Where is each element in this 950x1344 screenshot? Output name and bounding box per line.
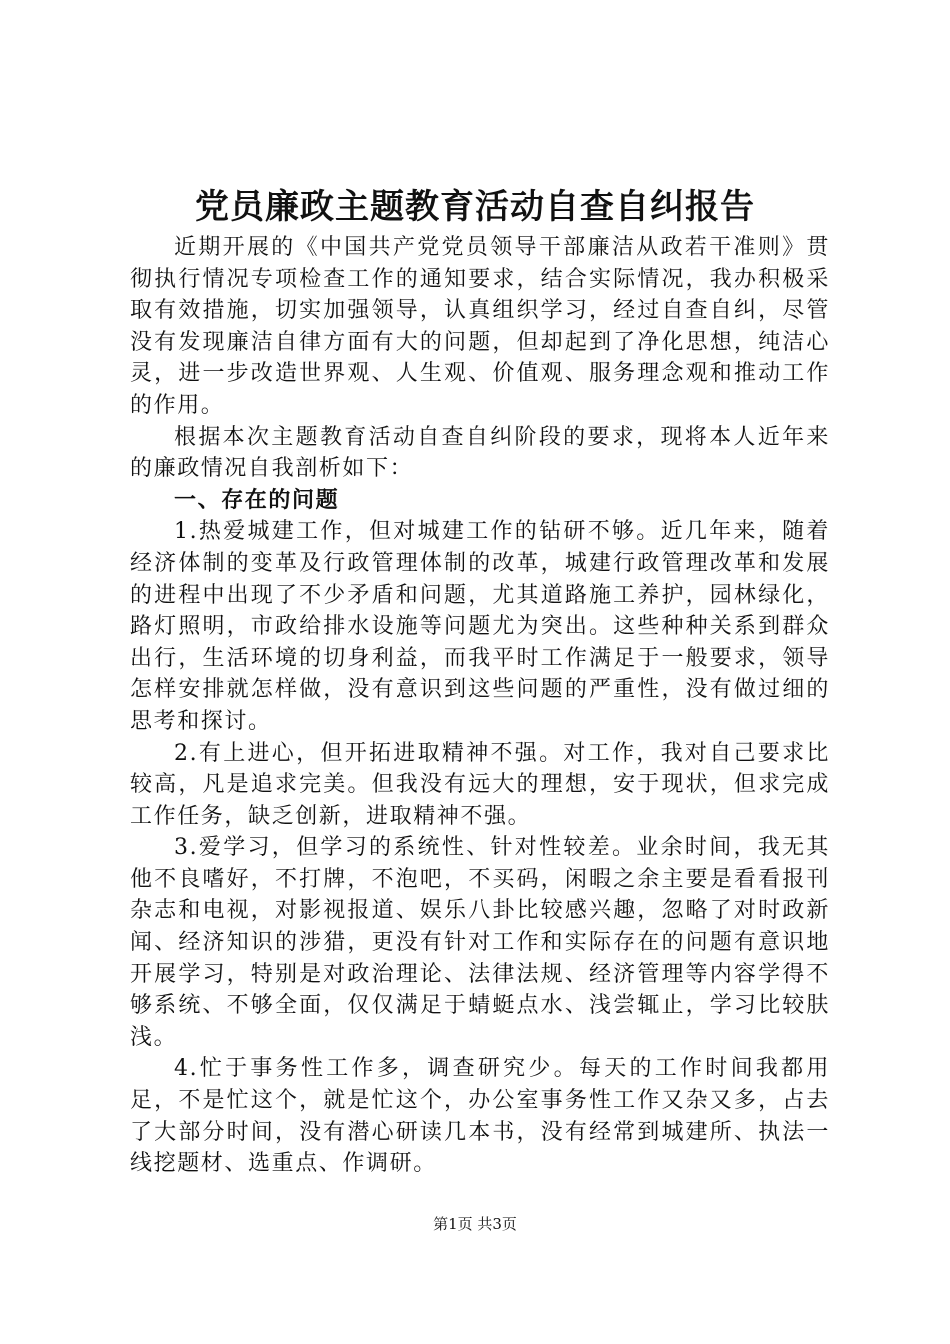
- section-heading-problems: 一、存在的问题: [174, 486, 340, 513]
- page-footer: 第1页 共3页: [433, 1215, 517, 1233]
- document-title: 党员廉政主题教育活动自查自纠报告: [195, 187, 755, 227]
- analysis-intro-paragraph: 根据本次主题教育活动自查自纠阶段的要求，现将本人近年来的廉政情况自我剖析如下：: [130, 424, 830, 482]
- problem-item-3: 3.爱学习，但学习的系统性、针对性较差。业余时间，我无其他不良嗜好，不打牌，不泡吧，不买码，闲暇之余主要是看看报刊杂志和电视，对影视报道、娱乐八卦比较感兴趣，忽略了对时政新闻、经济知识的涉猎，更没有针对工作和实际存在的问题有意识地开展学习，特别是对政治理论、法律法规、经济管理等内容学得不够系统、不够全面，仅仅满足于蜻蜓点水、浅尝辄止，学习比较肤浅。: [130, 835, 830, 1050]
- intro-paragraph: 近期开展的《中国共产党党员领导干部廉洁从政若干准则》贯彻执行情况专项检查工作的通知要求，结合实际情况，我办积极采取有效措施，切实加强领导，认真组织学习，经过自查自纠，尽管没有发现廉洁自律方面有大的问题，但却起到了净化思想，纯洁心灵，进一步改造世界观、人生观、价值观、服务理念观和推动工作的作用。: [130, 235, 830, 418]
- problem-item-2: 2.有上进心，但开拓进取精神不强。对工作，我对自己要求比较高，凡是追求完美。但我没有远大的理想，安于现状，但求完成工作任务，缺乏创新，进取精神不强。: [130, 740, 830, 829]
- problem-item-4: 4.忙于事务性工作多，调查研究少。每天的工作时间我都用足，不是忙这个，就是忙这个，办公室事务性工作又杂又多，占去了大部分时间，没有潜心研读几本书，没有经常到城建所、执法一线挖题材、选重点、作调研。: [130, 1056, 830, 1177]
- document-body: [130, 232, 830, 1180]
- problem-item-1: 1.热爱城建工作，但对城建工作的钻研不够。近几年来，随着经济体制的变革及行政管理体制的改革，城建行政管理改革和发展的进程中出现了不少矛盾和问题，尤其道路施工养护，园林绿化，路灯照明，市政给排水设施等问题尤为突出。这些种种关系到群众出行，生活环境的切身利益，而我平时工作满足于一般要求，领导怎样安排就怎样做，没有意识到这些问题的严重性，没有做过细的思考和探讨。: [130, 519, 830, 734]
